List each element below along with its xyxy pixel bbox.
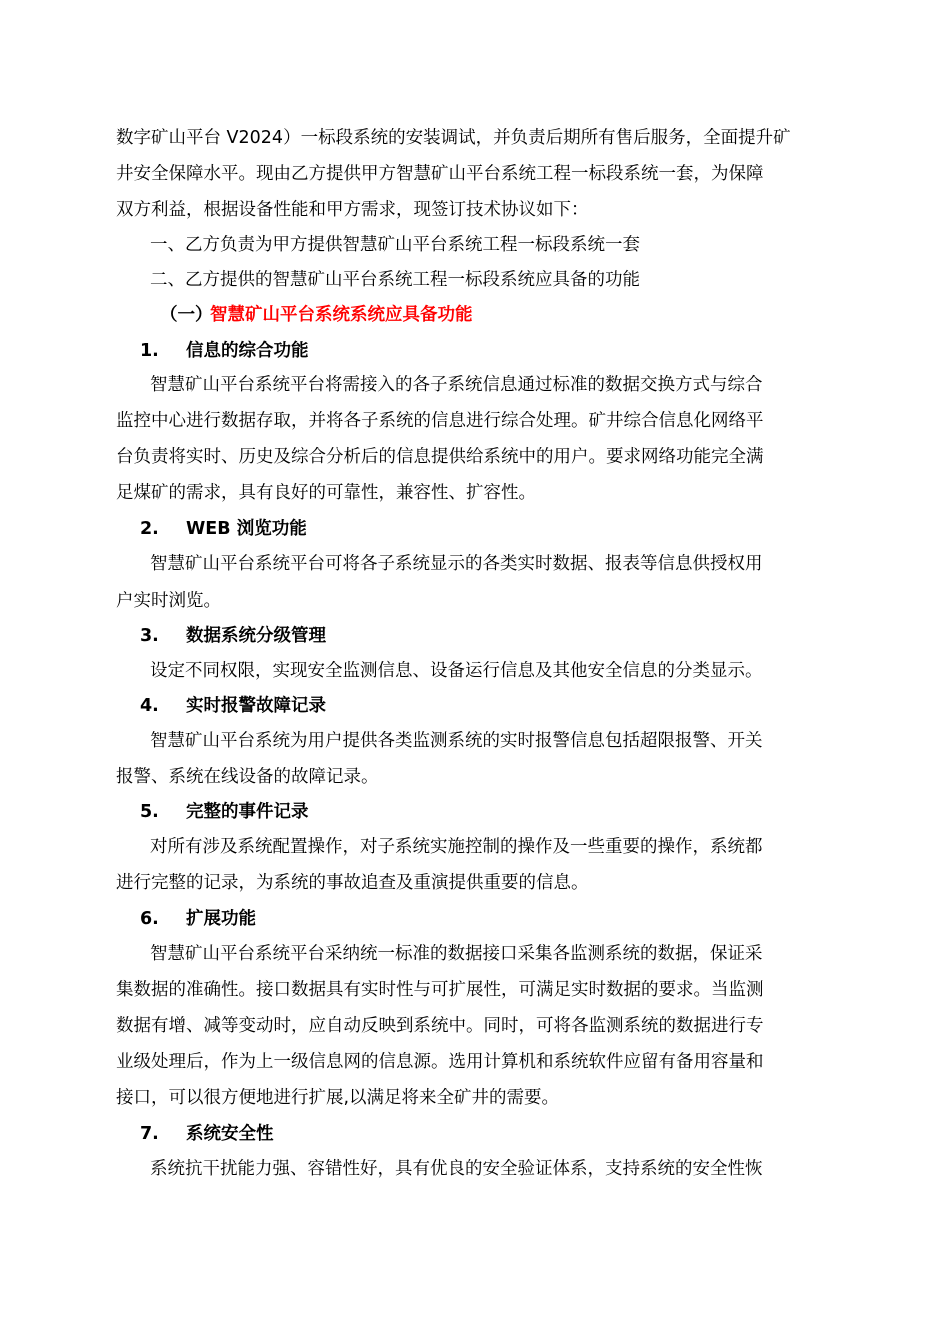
item-line: 智慧矿山平台系统为用户提供各类监测系统的实时报警信息包括超限报警、开关: [150, 731, 763, 751]
item-line: 智慧矿山平台系统平台将需接入的各子系统信息通过标准的数据交换方式与综合: [150, 375, 763, 395]
intro-line: 井安全保障水平。现由乙方提供甲方智慧矿山平台系统工程一标段系统一套，为保障: [116, 164, 764, 184]
item-line: 监控中心进行数据存取，并将各子系统的信息进行综合处理。矿井综合信息化网络平: [116, 411, 764, 431]
item-title: 信息的综合功能: [186, 341, 309, 361]
item-line: 智慧矿山平台系统平台采纳统一标准的数据接口采集各监测系统的数据，保证采: [150, 944, 763, 964]
item-title: WEB 浏览功能: [186, 519, 307, 539]
item-line: 智慧矿山平台系统平台可将各子系统显示的各类实时数据、报表等信息供授权用: [150, 554, 763, 574]
item-number: 1.: [140, 341, 159, 361]
item-line: 足煤矿的需求，具有良好的可靠性，兼容性、扩容性。: [116, 483, 536, 503]
clause-line: 二、乙方提供的智慧矿山平台系统工程一标段系统应具备的功能: [150, 270, 640, 290]
item-title: 数据系统分级管理: [186, 626, 326, 646]
intro-line: 数字矿山平台 V2024）一标段系统的安装调试，并负责后期所有售后服务，全面提升矿: [116, 128, 791, 148]
item-line: 接口，可以很方便地进行扩展,以满足将来全矿井的需要。: [116, 1088, 560, 1108]
item-number: 4.: [140, 696, 159, 716]
item-number: 2.: [140, 519, 159, 539]
item-number: 5.: [140, 802, 159, 822]
clause-line: 一、乙方负责为甲方提供智慧矿山平台系统工程一标段系统一套: [150, 235, 640, 255]
item-line: 系统抗干扰能力强、容错性好，具有优良的安全验证体系，支持系统的安全性恢: [150, 1159, 763, 1179]
item-line: 户实时浏览。: [116, 591, 221, 611]
item-line: 数据有增、减等变动时，应自动反映到系统中。同时，可将各监测系统的数据进行专: [116, 1016, 764, 1036]
subsection-title: 智慧矿山平台系统系统应具备功能: [210, 305, 473, 325]
item-number: 6.: [140, 909, 159, 929]
item-line: 进行完整的记录，为系统的事故追查及重演提供重要的信息。: [116, 873, 589, 893]
item-line: 台负责将实时、历史及综合分析后的信息提供给系统中的用户。要求网络功能完全满: [116, 447, 764, 467]
item-number: 3.: [140, 626, 159, 646]
item-line: 对所有涉及系统配置操作，对子系统实施控制的操作及一些重要的操作，系统都: [150, 837, 763, 857]
item-line: 设定不同权限，实现安全监测信息、设备运行信息及其他安全信息的分类显示。: [150, 661, 763, 681]
item-title: 扩展功能: [186, 909, 256, 929]
item-line: 业级处理后，作为上一级信息网的信息源。选用计算机和系统软件应留有备用容量和: [116, 1052, 764, 1072]
item-title: 系统安全性: [186, 1124, 274, 1144]
intro-line: 双方利益，根据设备性能和甲方需求，现签订技术协议如下：: [116, 200, 589, 220]
subsection-prefix: （一）: [160, 305, 213, 325]
item-line: 集数据的准确性。接口数据具有实时性与可扩展性，可满足实时数据的要求。当监测: [116, 980, 764, 1000]
item-line: 报警、系统在线设备的故障记录。: [116, 767, 379, 787]
item-title: 实时报警故障记录: [186, 696, 326, 716]
item-number: 7.: [140, 1124, 159, 1144]
item-title: 完整的事件记录: [186, 802, 309, 822]
